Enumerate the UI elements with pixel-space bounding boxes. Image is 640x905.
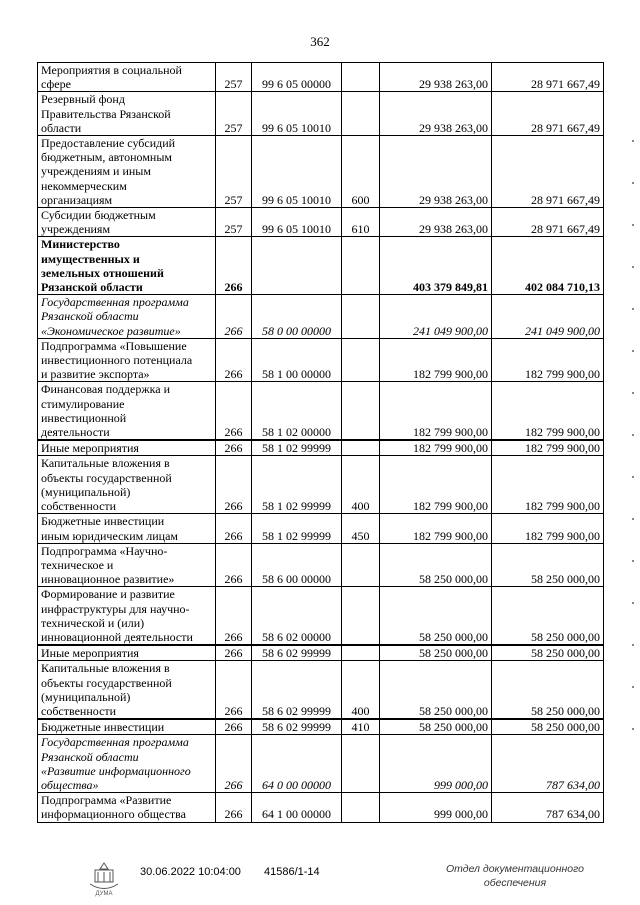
target-article-code: 58 6 02 99999 <box>252 661 342 719</box>
duma-seal-icon <box>86 860 122 898</box>
table-row <box>38 382 604 440</box>
amount-approved: 29 938 263,00 <box>380 63 492 92</box>
row-name-line: объекты государственной <box>41 470 172 485</box>
target-article-code: 58 1 02 99999 <box>252 440 342 456</box>
table-row <box>38 237 604 295</box>
row-name <box>38 338 216 382</box>
table-row <box>38 136 604 208</box>
expense-type-code <box>342 63 380 92</box>
row-name <box>38 136 216 208</box>
amount-approved: 241 049 900,00 <box>380 295 492 339</box>
ministry-code: 266 <box>216 338 252 382</box>
table-row <box>38 793 604 822</box>
target-article-code: 58 6 00 00000 <box>252 543 342 587</box>
ministry-code: 257 <box>216 63 252 92</box>
table-row <box>38 338 604 382</box>
amount-executed: 58 250 000,00 <box>492 543 604 587</box>
amount-executed: 58 250 000,00 <box>492 645 604 661</box>
table-row <box>38 92 604 136</box>
ministry-code: 266 <box>216 237 252 295</box>
table-row <box>38 735 604 793</box>
row-name-line: Подпрограмма «Научно- <box>41 543 168 558</box>
table-row <box>38 295 604 339</box>
target-article-code: 58 1 02 00000 <box>252 382 342 440</box>
row-name-line: технической и (или) <box>41 615 145 630</box>
amount-executed: 28 971 667,49 <box>492 208 604 237</box>
amount-approved: 182 799 900,00 <box>380 456 492 514</box>
row-name <box>38 63 216 92</box>
ministry-code: 266 <box>216 793 252 822</box>
ministry-code: 266 <box>216 587 252 645</box>
table-row <box>38 514 604 543</box>
row-name <box>38 543 216 587</box>
row-name <box>38 793 216 822</box>
amount-executed: 28 971 667,49 <box>492 136 604 208</box>
row-name-line: учреждениям и иным <box>41 164 151 179</box>
row-name-line: Министерство <box>41 237 120 252</box>
amount-executed: 241 049 900,00 <box>492 295 604 339</box>
target-article-code: 58 1 02 99999 <box>252 456 342 514</box>
amount-approved: 999 000,00 <box>380 735 492 793</box>
row-name-line: Резервный фонд <box>41 92 125 107</box>
amount-approved: 29 938 263,00 <box>380 92 492 136</box>
seal-text: ДУМА <box>95 891 113 897</box>
target-article-code: 64 0 00 00000 <box>252 735 342 793</box>
row-name-line: (муниципальной) <box>41 689 131 704</box>
row-name-line: Правительства Рязанской <box>41 106 171 121</box>
row-name-line: (муниципальной) <box>41 484 131 499</box>
row-name-line: собственности <box>41 499 117 514</box>
row-name-line: «Развитие информационного <box>41 763 191 778</box>
amount-approved: 58 250 000,00 <box>380 543 492 587</box>
footer-doc-number: 41586/1-14 <box>264 866 320 878</box>
target-article-code: 58 0 00 00000 <box>252 295 342 339</box>
row-name-line: организациям <box>41 192 113 207</box>
row-name-line: собственности <box>41 703 117 718</box>
target-article-code: 58 6 02 99999 <box>252 645 342 661</box>
row-name-line: инвестиционной <box>41 410 127 425</box>
expense-type-code: 410 <box>342 719 380 735</box>
row-name-line: Иные мероприятия <box>41 646 139 661</box>
ministry-code: 266 <box>216 440 252 456</box>
row-name-line: Государственная программа <box>41 735 189 750</box>
row-name <box>38 735 216 793</box>
amount-approved: 999 000,00 <box>380 793 492 822</box>
row-name-line: Подпрограмма «Повышение <box>41 338 187 353</box>
row-name-line: инфраструктуры для научно- <box>41 601 190 616</box>
row-name <box>38 645 216 661</box>
footer-datetime: 30.06.2022 10:04:00 <box>140 866 241 878</box>
row-name-line: Рязанской области <box>41 749 139 764</box>
row-name <box>38 208 216 237</box>
row-name-line: некоммерческим <box>41 178 127 193</box>
amount-approved: 182 799 900,00 <box>380 338 492 382</box>
amount-executed: 182 799 900,00 <box>492 338 604 382</box>
amount-approved: 58 250 000,00 <box>380 719 492 735</box>
row-name-line: общества» <box>41 777 99 792</box>
ministry-code: 266 <box>216 514 252 543</box>
table-row <box>38 587 604 645</box>
amount-executed: 787 634,00 <box>492 793 604 822</box>
expense-type-code <box>342 587 380 645</box>
row-name-line: Бюджетные инвестиции <box>41 720 165 735</box>
table-row <box>38 661 604 719</box>
amount-approved: 58 250 000,00 <box>380 661 492 719</box>
row-name-line: информационного общества <box>41 807 186 822</box>
row-name <box>38 237 216 295</box>
row-name-line: Бюджетные инвестиции <box>41 514 165 529</box>
table-row <box>38 440 604 456</box>
expense-type-code <box>342 543 380 587</box>
table-row <box>38 543 604 587</box>
amount-approved: 58 250 000,00 <box>380 645 492 661</box>
amount-executed: 182 799 900,00 <box>492 382 604 440</box>
amount-executed: 182 799 900,00 <box>492 456 604 514</box>
amount-executed: 402 084 710,13 <box>492 237 604 295</box>
row-name-line: и развитие экспорта» <box>41 367 150 382</box>
row-name-line: деятельности <box>41 425 110 440</box>
row-name-line: Рязанской области <box>41 280 143 295</box>
amount-approved: 58 250 000,00 <box>380 587 492 645</box>
row-name <box>38 719 216 735</box>
footer-department <box>430 862 600 890</box>
footer-department-line2: обеспечения <box>483 877 547 889</box>
amount-executed: 182 799 900,00 <box>492 514 604 543</box>
row-name-line: иным юридическим лицам <box>41 528 178 543</box>
row-name-line: инвестиционного потенциала <box>41 353 193 368</box>
table-row <box>38 208 604 237</box>
amount-executed: 58 250 000,00 <box>492 719 604 735</box>
ministry-code: 257 <box>216 136 252 208</box>
ministry-code: 257 <box>216 92 252 136</box>
target-article-code: 58 1 00 00000 <box>252 338 342 382</box>
amount-executed: 58 250 000,00 <box>492 587 604 645</box>
row-name-line: бюджетным, автономным <box>41 150 172 165</box>
target-article-code: 99 6 05 10010 <box>252 136 342 208</box>
table-row <box>38 63 604 92</box>
ministry-code: 266 <box>216 295 252 339</box>
amount-approved: 29 938 263,00 <box>380 208 492 237</box>
amount-executed: 787 634,00 <box>492 735 604 793</box>
row-name <box>38 295 216 339</box>
row-name <box>38 382 216 440</box>
expense-type-code: 400 <box>342 661 380 719</box>
row-name-line: Рязанской области <box>41 309 139 324</box>
row-name-line: Иные мероприятия <box>41 441 139 456</box>
row-name-line: Подпрограмма «Развитие <box>41 793 172 808</box>
row-name <box>38 92 216 136</box>
expense-type-code: 610 <box>342 208 380 237</box>
amount-executed: 28 971 667,49 <box>492 63 604 92</box>
expense-type-code: 400 <box>342 456 380 514</box>
target-article-code: 58 6 02 00000 <box>252 587 342 645</box>
row-name-line: Субсидии бюджетным <box>41 208 156 223</box>
row-name-line: объекты государственной <box>41 675 172 690</box>
amount-approved: 29 938 263,00 <box>380 136 492 208</box>
expense-type-code: 450 <box>342 514 380 543</box>
row-name <box>38 456 216 514</box>
ministry-code: 257 <box>216 208 252 237</box>
ministry-code: 266 <box>216 661 252 719</box>
row-name <box>38 661 216 719</box>
expense-type-code <box>342 793 380 822</box>
amount-executed: 28 971 667,49 <box>492 92 604 136</box>
amount-approved: 403 379 849,81 <box>380 237 492 295</box>
expense-type-code <box>342 338 380 382</box>
ministry-code: 266 <box>216 719 252 735</box>
row-name-line: Государственная программа <box>41 295 189 310</box>
row-name-line: Финансовая поддержка и <box>41 382 171 397</box>
row-name-line: Предоставление субсидий <box>41 136 176 151</box>
amount-approved: 182 799 900,00 <box>380 382 492 440</box>
expense-type-code <box>342 645 380 661</box>
amount-approved: 182 799 900,00 <box>380 440 492 456</box>
target-article-code: 58 1 02 99999 <box>252 514 342 543</box>
row-name-line: «Экономическое развитие» <box>41 323 181 338</box>
row-name <box>38 587 216 645</box>
target-article-code <box>252 237 342 295</box>
row-name-line: техническое и <box>41 557 114 572</box>
row-name-line: области <box>41 120 82 135</box>
expense-type-code <box>342 92 380 136</box>
table-row <box>38 719 604 735</box>
amount-approved: 182 799 900,00 <box>380 514 492 543</box>
target-article-code: 99 6 05 10010 <box>252 208 342 237</box>
ministry-code: 266 <box>216 543 252 587</box>
table-row <box>38 645 604 661</box>
target-article-code: 58 6 02 99999 <box>252 719 342 735</box>
row-name <box>38 514 216 543</box>
amount-executed: 182 799 900,00 <box>492 440 604 456</box>
row-name-line: имущественных и <box>41 251 140 266</box>
ministry-code: 266 <box>216 735 252 793</box>
row-name-line: Формирование и развитие <box>41 587 175 602</box>
amount-executed: 58 250 000,00 <box>492 661 604 719</box>
table-row <box>38 456 604 514</box>
expense-type-code: 600 <box>342 136 380 208</box>
budget-table <box>37 62 604 823</box>
expense-type-code <box>342 295 380 339</box>
row-name-line: учреждениям <box>41 222 111 237</box>
target-article-code: 99 6 05 00000 <box>252 63 342 92</box>
expense-type-code <box>342 237 380 295</box>
ministry-code: 266 <box>216 645 252 661</box>
expense-type-code <box>342 382 380 440</box>
row-name-line: стимулирование <box>41 396 125 411</box>
row-name-line: Капитальные вложения в <box>41 456 170 471</box>
footer <box>0 860 640 900</box>
row-name-line: земельных отношений <box>41 265 164 280</box>
row-name-line: сфере <box>41 77 71 92</box>
ministry-code: 266 <box>216 456 252 514</box>
row-name-line: Капитальные вложения в <box>41 661 170 676</box>
target-article-code: 64 1 00 00000 <box>252 793 342 822</box>
expense-type-code <box>342 735 380 793</box>
margin-marks <box>632 140 636 770</box>
row-name-line: инновационной деятельности <box>41 629 193 644</box>
page-number: 362 <box>310 34 330 49</box>
row-name-line: инновационное развитие» <box>41 572 175 587</box>
target-article-code: 99 6 05 10010 <box>252 92 342 136</box>
expense-type-code <box>342 440 380 456</box>
footer-department-line1: Отдел документационного <box>445 863 585 875</box>
row-name-line: Мероприятия в социальной <box>41 63 182 77</box>
row-name <box>38 440 216 456</box>
ministry-code: 266 <box>216 382 252 440</box>
